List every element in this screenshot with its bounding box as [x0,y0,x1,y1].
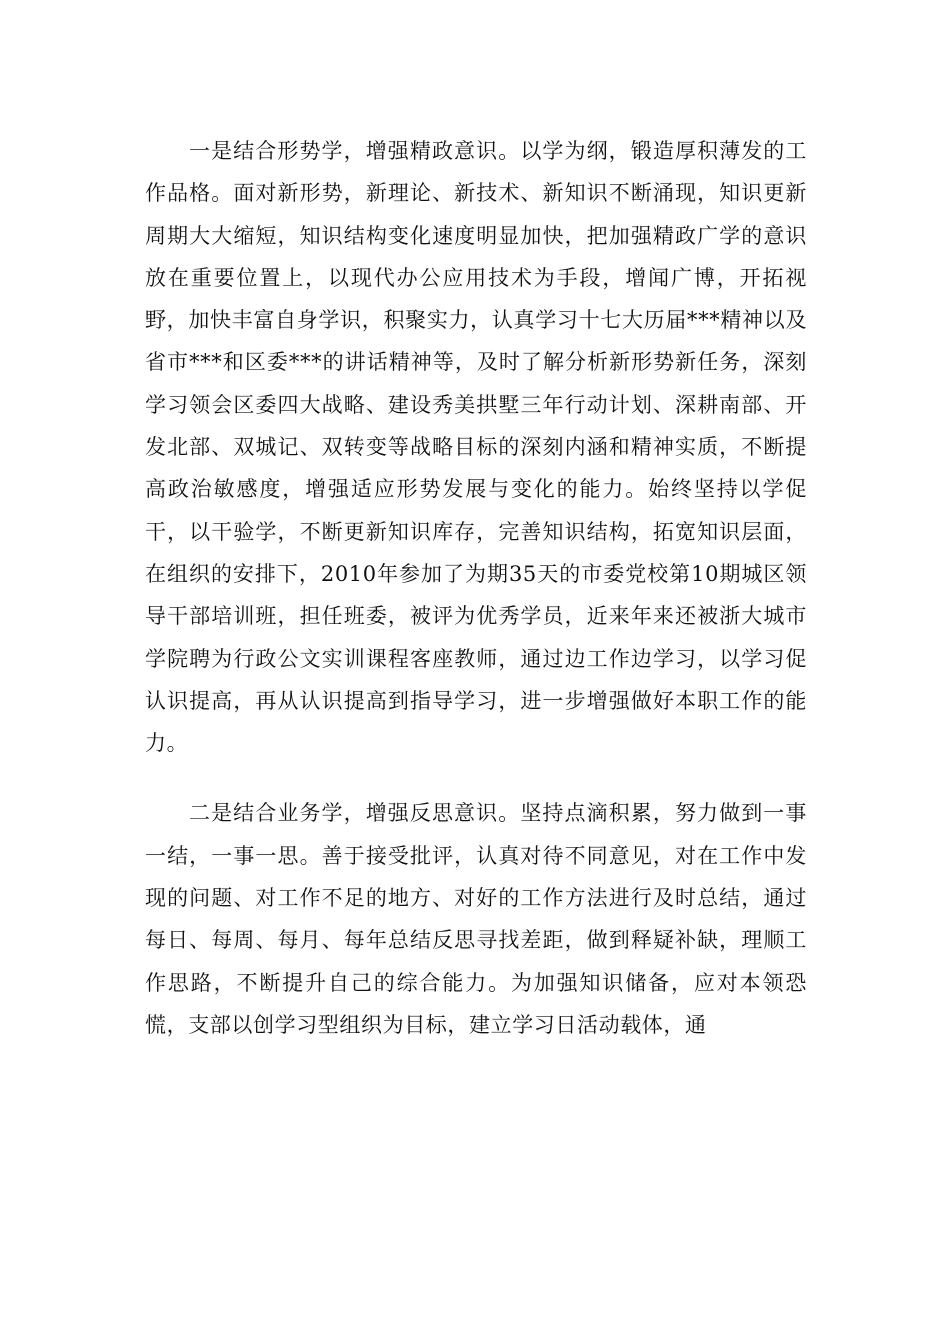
document-body [145,130,807,1046]
paragraph-1: 一是结合形势学，增强精政意识。以学为纲，锻造厚积薄发的工作品格。面对新形势，新理论、新技术、新知识不断涌现，知识更新周期大大缩短，知识结构变化速度明显加快，把加强精政广学的意识放在重要位置上，以现代办公应用技术为手段，增闻广博，开拓视野，加快丰富自身学识，积聚实力，认真学习十七大历届***精神以及省市***和区委***的讲话精神等，及时了解分析新形势新任务，深刻学习领会区委四大战略、建设秀美拱墅三年行动计划、深耕南部、开发北部、双城记、双转变等战略目标的深刻内涵和精神实质，不断提高政治敏感度，增强适应形势发展与变化的能力。始终坚持以学促干，以干验学，不断更新知识库存，完善知识结构，拓宽知识层面，在组织的安排下，2010年参加了为期35天的市委党校第10期城区领导干部培训班，担任班委，被评为优秀学员，近来年来还被浙大城市学院聘为行政公文实训课程客座教师，通过边工作边学习，以学习促认识提高，再从认识提高到指导学习，进一步增强做好本职工作的能力。 [145,139,807,756]
paragraph-2: 二是结合业务学，增强反思意识。坚持点滴积累，努力做到一事一结，一事一思。善于接受批评，认真对待不同意见，对在工作中发现的问题、对工作不足的地方、对好的工作方法进行及时总结，通过每日、每周、每月、每年总结反思寻找差距，做到释疑补缺，理顺工作思路，不断提升自己的综合能力。为加强知识储备，应对本领恐慌，支部以创学习型组织为目标，建立学习日活动载体，通 [145,801,807,1037]
